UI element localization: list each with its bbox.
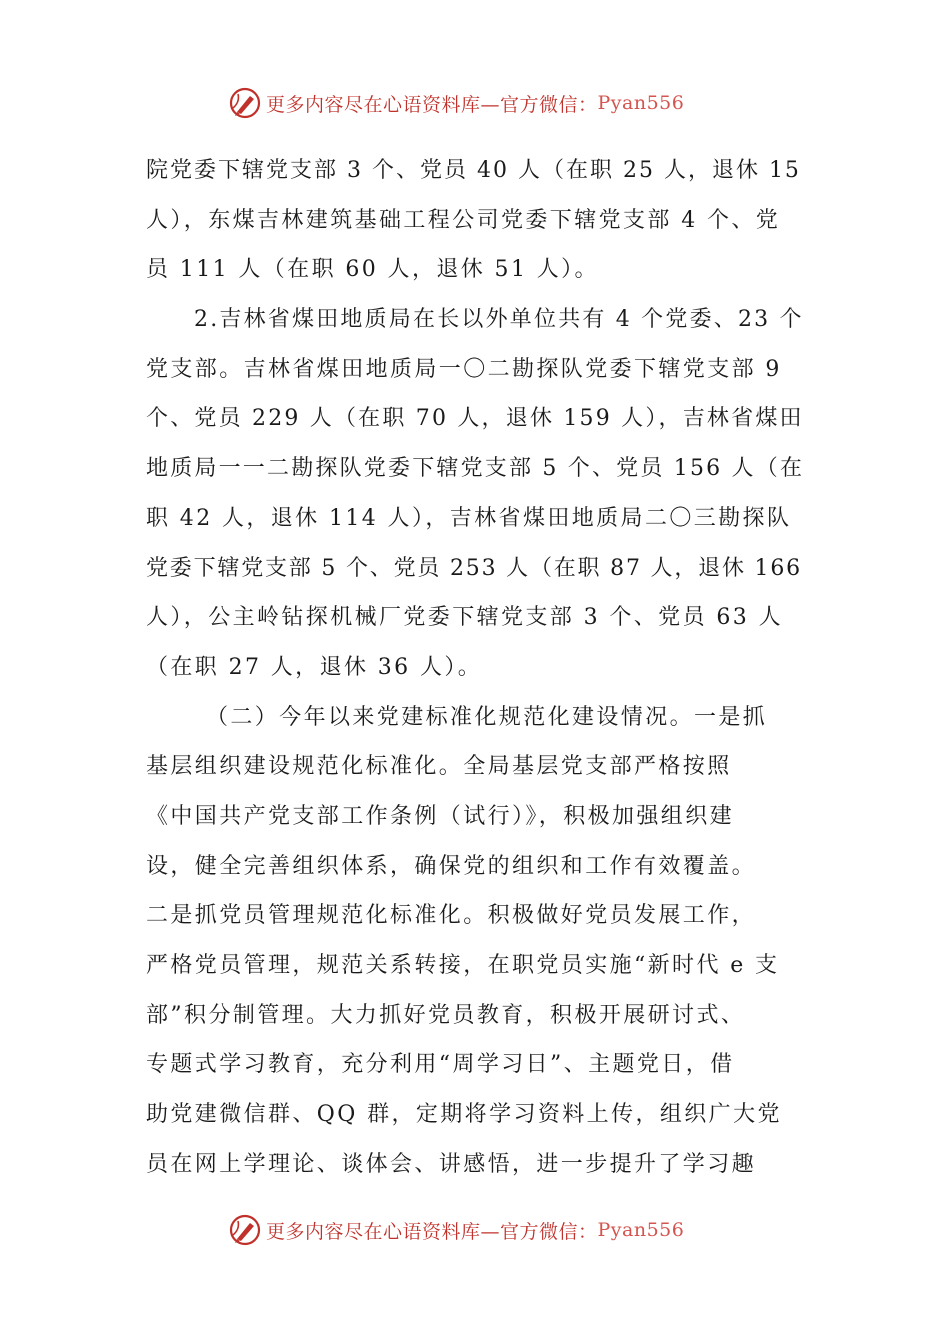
text-line: 院党委下辖党支部 3 个、党员 40 人（在职 25 人，退休 15 <box>146 158 801 183</box>
text-line: 地质局一一二勘探队党委下辖党支部 5 个、党员 156 人（在 <box>146 456 805 482</box>
footer-banner <box>228 1212 684 1248</box>
text-line: 党委下辖党支部 5 个、党员 253 人（在职 87 人，退休 166 <box>146 555 802 581</box>
header-banner <box>228 85 684 121</box>
text-line: 职 42 人，退休 114 人），吉林省煤田地质局二〇三勘探队 <box>146 505 792 531</box>
text-line: 《中国共产党支部工作条例（试行）》，积极加强组织建 <box>146 803 735 829</box>
banner-wechat-id: Pyan556 <box>597 1219 685 1241</box>
banner-text: 更多内容尽在心语资料库—官方微信： <box>266 1220 598 1243</box>
pen-logo-icon <box>228 86 262 120</box>
text-line: 部”积分制管理。大力抓好党员教育，积极开展研讨式、 <box>146 1002 746 1028</box>
text-line: 设，健全完善组织体系，确保党的组织和工作有效覆盖。 <box>146 853 757 879</box>
text-line: 专题式学习教育，充分利用“周学习日”、主题党日，借 <box>146 1052 735 1078</box>
document-body <box>146 146 806 1189</box>
banner-wechat-id: Pyan556 <box>597 92 685 114</box>
text-line: 二是抓党员管理规范化标准化。积极做好党员发展工作， <box>146 903 757 929</box>
text-line: （二）今年以来党建标准化规范化建设情况。一是抓 <box>206 704 768 730</box>
text-line: 人），东煤吉林建筑基础工程公司党委下辖党支部 4 个、党 <box>146 207 781 233</box>
text-line: 人），公主岭钻探机械厂党委下辖党支部 3 个、党员 63 人 <box>146 605 783 631</box>
text-line: 党支部。吉林省煤田地质局一〇二勘探队党委下辖党支部 9 <box>146 356 782 382</box>
text-line: 员在网上学理论、谈体会、讲感悟，进一步提升了学习趣 <box>146 1151 757 1177</box>
text-line: （在职 27 人，退休 36 人）。 <box>146 654 483 680</box>
paragraph-2 <box>146 295 806 693</box>
text-line: 基层组织建设规范化标准化。全局基层党支部严格按照 <box>146 754 732 780</box>
text-line: 员 111 人（在职 60 人，退休 51 人）。 <box>146 257 599 283</box>
text-line: 个、党员 229 人（在职 70 人，退休 159 人），吉林省煤田 <box>146 406 804 432</box>
text-line: 2.吉林省煤田地质局在长以外单位共有 4 个党委、23 个 <box>194 307 804 333</box>
text-line: 助党建微信群、QQ 群，定期将学习资料上传，组织广大党 <box>146 1102 782 1128</box>
paragraph-1 <box>146 146 806 295</box>
text-line: 严格党员管理，规范关系转接，在职党员实施“新时代 e 支 <box>146 953 780 978</box>
paragraph-3 <box>146 693 806 1190</box>
banner-text: 更多内容尽在心语资料库—官方微信： <box>266 93 598 116</box>
pen-logo-icon <box>228 1213 262 1247</box>
